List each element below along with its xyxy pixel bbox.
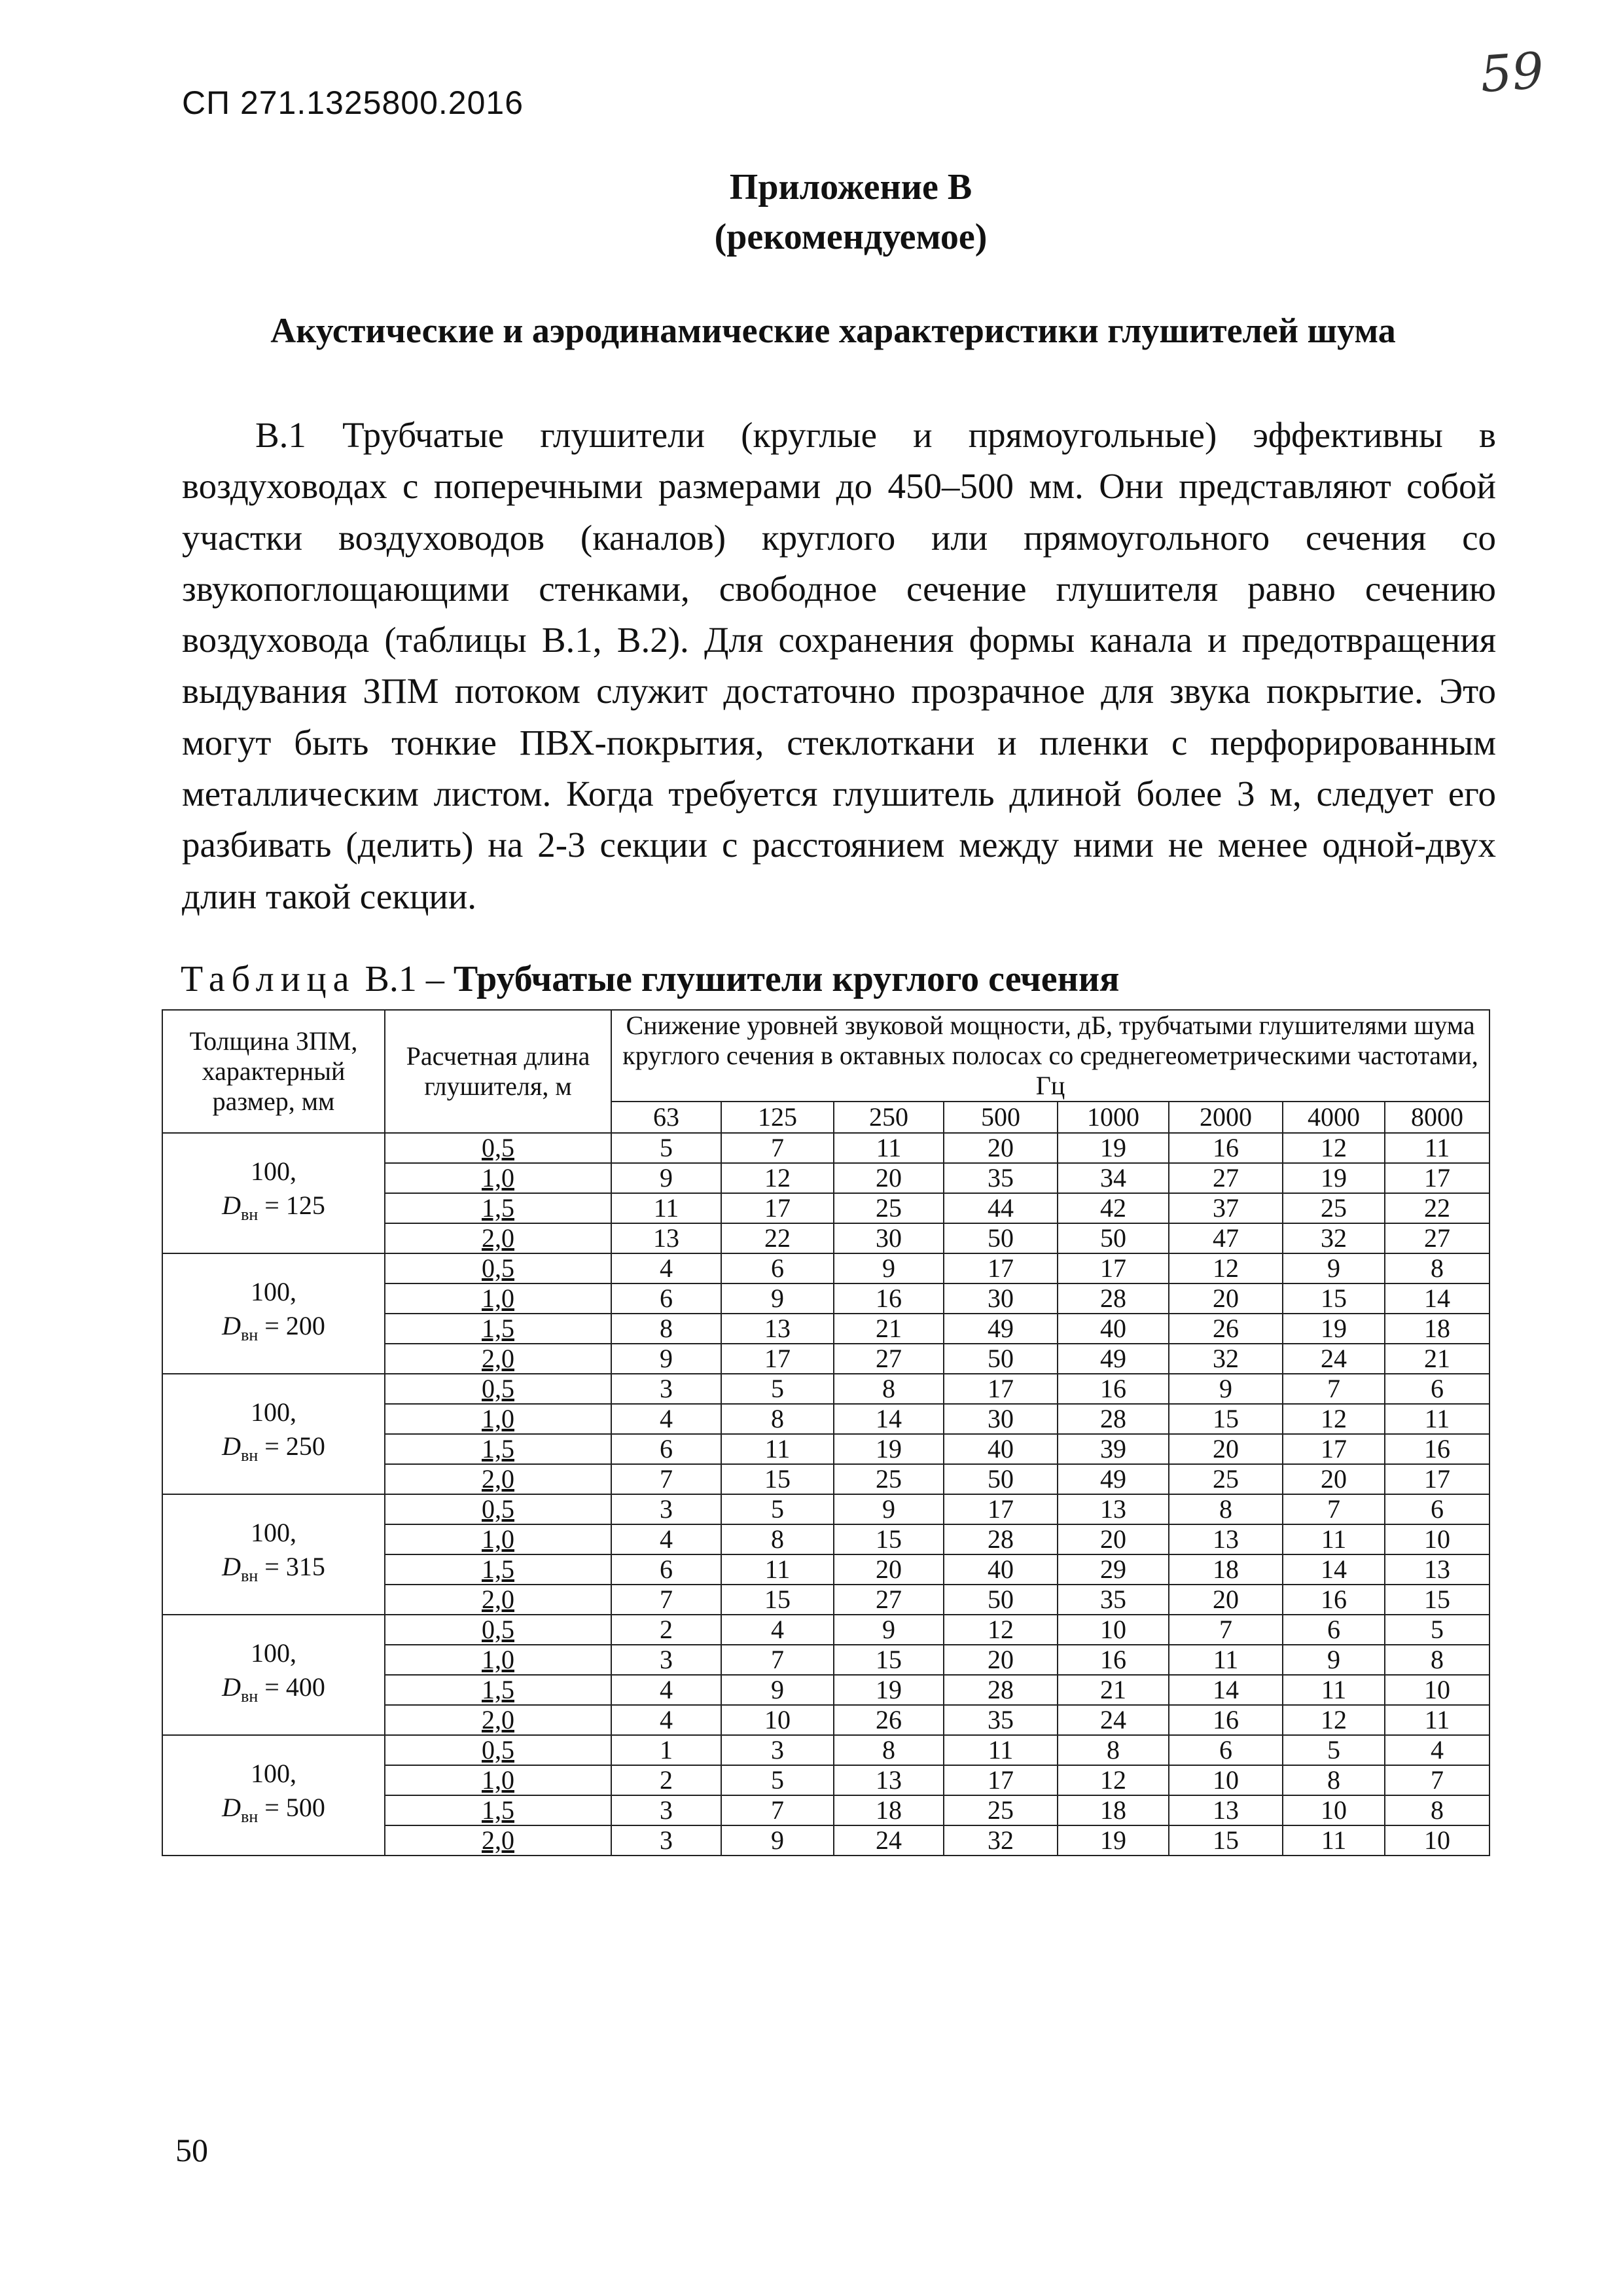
value-cell: 3 — [611, 1494, 721, 1524]
value-cell: 49 — [944, 1314, 1058, 1344]
table-caption-title: Трубчатые глушители круглого сечения — [453, 959, 1120, 999]
value-cell: 2 — [611, 1615, 721, 1645]
value-cell: 6 — [1283, 1615, 1385, 1645]
appendix-heading — [0, 162, 1623, 262]
value-cell: 10 — [1169, 1765, 1283, 1795]
value-cell: 5 — [611, 1133, 721, 1163]
value-cell: 10 — [1385, 1675, 1489, 1705]
value-cell: 32 — [1169, 1344, 1283, 1374]
value-cell: 15 — [721, 1464, 834, 1494]
value-cell: 10 — [1058, 1615, 1169, 1645]
value-cell: 26 — [834, 1705, 944, 1735]
value-cell: 12 — [1283, 1404, 1385, 1434]
value-cell: 11 — [721, 1554, 834, 1585]
value-cell: 8 — [1169, 1494, 1283, 1524]
value-cell: 6 — [611, 1283, 721, 1314]
diameter-symbol: D — [222, 1311, 241, 1340]
value-cell: 17 — [1385, 1464, 1489, 1494]
value-cell: 50 — [944, 1223, 1058, 1253]
value-cell: 35 — [944, 1705, 1058, 1735]
value-cell: 9 — [721, 1675, 834, 1705]
value-cell: 13 — [1169, 1795, 1283, 1825]
group-label-cell — [162, 1253, 385, 1374]
value-cell: 9 — [1283, 1645, 1385, 1675]
group-label-cell — [162, 1494, 385, 1615]
diameter-subscript: вн — [241, 1325, 259, 1344]
group-label-cell — [162, 1374, 385, 1494]
length-cell: 1,0 — [385, 1283, 611, 1314]
value-cell: 25 — [834, 1193, 944, 1223]
value-cell: 20 — [944, 1133, 1058, 1163]
length-cell: 0,5 — [385, 1253, 611, 1283]
value-cell: 21 — [834, 1314, 944, 1344]
value-cell: 15 — [1385, 1585, 1489, 1615]
diameter-symbol: D — [222, 1793, 241, 1822]
value-cell: 17 — [1058, 1253, 1169, 1283]
value-cell: 11 — [944, 1735, 1058, 1765]
value-cell: 50 — [944, 1464, 1058, 1494]
value-cell: 9 — [1283, 1253, 1385, 1283]
value-cell: 4 — [611, 1253, 721, 1283]
value-cell: 13 — [721, 1314, 834, 1344]
value-cell: 1 — [611, 1735, 721, 1765]
value-cell: 12 — [721, 1163, 834, 1193]
value-cell: 9 — [611, 1344, 721, 1374]
diameter-label — [163, 1309, 384, 1352]
page-number: 50 — [175, 2132, 208, 2168]
value-cell: 18 — [1385, 1314, 1489, 1344]
section-title: Акустические и аэродинамические характеристики глушителей шума — [270, 311, 1396, 350]
value-cell: 6 — [611, 1554, 721, 1585]
data-table — [162, 1009, 1490, 1856]
value-cell: 9 — [721, 1825, 834, 1856]
length-cell: 1,5 — [385, 1675, 611, 1705]
value-cell: 35 — [944, 1163, 1058, 1193]
value-cell: 50 — [1058, 1223, 1169, 1253]
value-cell: 15 — [1169, 1404, 1283, 1434]
value-cell: 32 — [1283, 1223, 1385, 1253]
value-cell: 10 — [1283, 1795, 1385, 1825]
value-cell: 11 — [834, 1133, 944, 1163]
value-cell: 3 — [611, 1825, 721, 1856]
value-cell: 40 — [944, 1434, 1058, 1464]
value-cell: 27 — [1385, 1223, 1489, 1253]
value-cell: 30 — [834, 1223, 944, 1253]
value-cell: 3 — [721, 1735, 834, 1765]
value-cell: 20 — [1169, 1434, 1283, 1464]
frequency-header: 2000 — [1169, 1102, 1283, 1133]
value-cell: 16 — [834, 1283, 944, 1314]
value-cell: 16 — [1058, 1374, 1169, 1404]
length-cell: 0,5 — [385, 1374, 611, 1404]
value-cell: 3 — [611, 1645, 721, 1675]
value-cell: 17 — [721, 1344, 834, 1374]
value-cell: 12 — [1058, 1765, 1169, 1795]
value-cell: 7 — [1169, 1615, 1283, 1645]
value-cell: 15 — [721, 1585, 834, 1615]
value-cell: 16 — [1169, 1705, 1283, 1735]
value-cell: 24 — [834, 1825, 944, 1856]
thickness-label: 100, — [251, 1277, 296, 1306]
diameter-value: = 315 — [264, 1552, 325, 1581]
value-cell: 6 — [611, 1434, 721, 1464]
length-cell: 2,0 — [385, 1464, 611, 1494]
value-cell: 19 — [834, 1675, 944, 1705]
value-cell: 27 — [834, 1344, 944, 1374]
value-cell: 13 — [611, 1223, 721, 1253]
length-cell: 1,0 — [385, 1163, 611, 1193]
length-cell: 2,0 — [385, 1223, 611, 1253]
value-cell: 25 — [1169, 1464, 1283, 1494]
header-reduction: Снижение уровней звуковой мощности, дБ, трубчатыми глушителями шума круглого сечения в октавных полосах со среднегеометрическими частотами, Гц — [611, 1010, 1489, 1102]
value-cell: 6 — [721, 1253, 834, 1283]
length-cell: 2,0 — [385, 1705, 611, 1735]
value-cell: 5 — [721, 1374, 834, 1404]
value-cell: 8 — [834, 1374, 944, 1404]
value-cell: 39 — [1058, 1434, 1169, 1464]
value-cell: 19 — [834, 1434, 944, 1464]
table-row — [162, 1735, 1489, 1765]
value-cell: 50 — [944, 1344, 1058, 1374]
value-cell: 26 — [1169, 1314, 1283, 1344]
value-cell: 8 — [721, 1404, 834, 1434]
diameter-label — [163, 1791, 384, 1834]
value-cell: 17 — [944, 1253, 1058, 1283]
document-code: СП 271.1325800.2016 — [182, 84, 524, 121]
length-cell: 0,5 — [385, 1615, 611, 1645]
value-cell: 8 — [1283, 1765, 1385, 1795]
group-label-cell — [162, 1735, 385, 1856]
value-cell: 3 — [611, 1374, 721, 1404]
value-cell: 4 — [611, 1524, 721, 1554]
value-cell: 17 — [944, 1374, 1058, 1404]
appendix-subtitle: (рекомендуемое) — [714, 217, 988, 257]
value-cell: 9 — [1169, 1374, 1283, 1404]
value-cell: 9 — [834, 1615, 944, 1645]
value-cell: 20 — [834, 1163, 944, 1193]
length-cell: 0,5 — [385, 1735, 611, 1765]
value-cell: 32 — [944, 1825, 1058, 1856]
value-cell: 13 — [1058, 1494, 1169, 1524]
table-caption-prefix: Таблица — [181, 959, 356, 999]
value-cell: 18 — [1169, 1554, 1283, 1585]
diameter-subscript: вн — [241, 1566, 259, 1585]
value-cell: 14 — [1169, 1675, 1283, 1705]
diameter-subscript: вн — [241, 1807, 259, 1826]
value-cell: 9 — [721, 1283, 834, 1314]
value-cell: 11 — [611, 1193, 721, 1223]
body-paragraph: В.1 Трубчатые глушители (круглые и прямоугольные) эффективны в воздуховодах с поперечными размерами до 450–500 мм. Они представляют собой участки воздуховодов (каналов) круглого или прямоугольного сечения со звукопоглощающими стенками, свободное сечение глушителя равно сечению воздуховода (таблицы В.1, В.2). Для сохранения формы канала и предотвращения выдувания ЗПМ потоком служит достаточно прозрачное для звука покрытие. Это могут быть тонкие ПВХ-покрытия, стеклоткани и пленки с перфорированным металлическим листом. Когда требуется глушитель длиной более 3 м, следует его разбивать (делить) на 2-3 секции с расстоянием между ними не менее одной-двух длин такой секции. — [182, 415, 1496, 916]
diameter-value: = 250 — [264, 1431, 325, 1461]
value-cell: 14 — [1385, 1283, 1489, 1314]
length-cell: 1,0 — [385, 1404, 611, 1434]
value-cell: 16 — [1058, 1645, 1169, 1675]
value-cell: 16 — [1385, 1434, 1489, 1464]
header-thickness: Толщина ЗПМ, характерный размер, мм — [162, 1010, 385, 1133]
diameter-subscript: вн — [241, 1446, 259, 1465]
value-cell: 18 — [834, 1795, 944, 1825]
table-caption-dash: – — [425, 959, 444, 999]
thickness-label: 100, — [251, 1518, 296, 1547]
value-cell: 28 — [1058, 1283, 1169, 1314]
frequency-header: 1000 — [1058, 1102, 1169, 1133]
frequency-header: 4000 — [1283, 1102, 1385, 1133]
value-cell: 10 — [1385, 1825, 1489, 1856]
value-cell: 21 — [1058, 1675, 1169, 1705]
table-row — [162, 1133, 1489, 1163]
value-cell: 11 — [1385, 1705, 1489, 1735]
value-cell: 24 — [1283, 1344, 1385, 1374]
value-cell: 11 — [1283, 1825, 1385, 1856]
frequency-header: 250 — [834, 1102, 944, 1133]
value-cell: 34 — [1058, 1163, 1169, 1193]
length-cell: 2,0 — [385, 1585, 611, 1615]
value-cell: 17 — [944, 1765, 1058, 1795]
value-cell: 20 — [1169, 1585, 1283, 1615]
value-cell: 49 — [1058, 1344, 1169, 1374]
value-cell: 22 — [1385, 1193, 1489, 1223]
value-cell: 8 — [721, 1524, 834, 1554]
frequency-header: 8000 — [1385, 1102, 1489, 1133]
value-cell: 28 — [1058, 1404, 1169, 1434]
value-cell: 6 — [1385, 1494, 1489, 1524]
value-cell: 35 — [1058, 1585, 1169, 1615]
value-cell: 8 — [1385, 1645, 1489, 1675]
value-cell: 24 — [1058, 1705, 1169, 1735]
value-cell: 49 — [1058, 1464, 1169, 1494]
value-cell: 10 — [721, 1705, 834, 1735]
value-cell: 11 — [1283, 1675, 1385, 1705]
length-cell: 1,0 — [385, 1765, 611, 1795]
value-cell: 19 — [1058, 1133, 1169, 1163]
length-cell: 2,0 — [385, 1344, 611, 1374]
value-cell: 28 — [944, 1675, 1058, 1705]
handwritten-page-number: 59 — [1478, 41, 1546, 104]
diameter-symbol: D — [222, 1191, 241, 1220]
thickness-label: 100, — [251, 1157, 296, 1186]
value-cell: 8 — [611, 1314, 721, 1344]
length-cell: 1,5 — [385, 1554, 611, 1585]
value-cell: 19 — [1058, 1825, 1169, 1856]
value-cell: 4 — [1385, 1735, 1489, 1765]
value-cell: 9 — [611, 1163, 721, 1193]
value-cell: 27 — [834, 1585, 944, 1615]
value-cell: 7 — [1283, 1374, 1385, 1404]
value-cell: 37 — [1169, 1193, 1283, 1223]
value-cell: 42 — [1058, 1193, 1169, 1223]
value-cell: 11 — [721, 1434, 834, 1464]
value-cell: 9 — [834, 1253, 944, 1283]
value-cell: 14 — [834, 1404, 944, 1434]
value-cell: 20 — [1169, 1283, 1283, 1314]
value-cell: 6 — [1169, 1735, 1283, 1765]
diameter-subscript: вн — [241, 1205, 259, 1224]
value-cell: 17 — [1385, 1163, 1489, 1193]
value-cell: 15 — [1169, 1825, 1283, 1856]
value-cell: 11 — [1385, 1404, 1489, 1434]
diameter-label — [163, 1429, 384, 1473]
value-cell: 29 — [1058, 1554, 1169, 1585]
value-cell: 12 — [1283, 1133, 1385, 1163]
value-cell: 9 — [834, 1494, 944, 1524]
value-cell: 5 — [1385, 1615, 1489, 1645]
value-cell: 15 — [1283, 1283, 1385, 1314]
value-cell: 13 — [1169, 1524, 1283, 1554]
value-cell: 17 — [1283, 1434, 1385, 1464]
diameter-label — [163, 1550, 384, 1593]
value-cell: 12 — [1283, 1705, 1385, 1735]
diameter-symbol: D — [222, 1672, 241, 1702]
value-cell: 25 — [834, 1464, 944, 1494]
value-cell: 6 — [1385, 1374, 1489, 1404]
value-cell: 14 — [1283, 1554, 1385, 1585]
group-label-cell — [162, 1133, 385, 1253]
table-caption — [181, 958, 1119, 1000]
value-cell: 10 — [1385, 1524, 1489, 1554]
value-cell: 3 — [611, 1795, 721, 1825]
value-cell: 22 — [721, 1223, 834, 1253]
value-cell: 21 — [1385, 1344, 1489, 1374]
value-cell: 7 — [721, 1795, 834, 1825]
diameter-value: = 500 — [264, 1793, 325, 1822]
value-cell: 4 — [611, 1705, 721, 1735]
value-cell: 17 — [944, 1494, 1058, 1524]
diameter-label — [163, 1189, 384, 1232]
frequency-header: 63 — [611, 1102, 721, 1133]
value-cell: 20 — [1283, 1464, 1385, 1494]
value-cell: 5 — [721, 1765, 834, 1795]
value-cell: 30 — [944, 1404, 1058, 1434]
length-cell: 1,5 — [385, 1434, 611, 1464]
value-cell: 11 — [1169, 1645, 1283, 1675]
value-cell: 30 — [944, 1283, 1058, 1314]
diameter-value: = 200 — [264, 1311, 325, 1340]
value-cell: 8 — [1058, 1735, 1169, 1765]
value-cell: 12 — [1169, 1253, 1283, 1283]
table-body — [162, 1133, 1489, 1856]
appendix-title: Приложение В — [729, 167, 972, 207]
table-row — [162, 1253, 1489, 1283]
value-cell: 4 — [611, 1404, 721, 1434]
value-cell: 25 — [1283, 1193, 1385, 1223]
thickness-label: 100, — [251, 1759, 296, 1788]
value-cell: 8 — [834, 1735, 944, 1765]
value-cell: 16 — [1283, 1585, 1385, 1615]
diameter-value: = 400 — [264, 1672, 325, 1702]
value-cell: 5 — [1283, 1735, 1385, 1765]
value-cell: 28 — [944, 1524, 1058, 1554]
table-row — [162, 1494, 1489, 1524]
length-cell: 1,0 — [385, 1645, 611, 1675]
diameter-symbol: D — [222, 1552, 241, 1581]
length-cell: 0,5 — [385, 1494, 611, 1524]
value-cell: 20 — [834, 1554, 944, 1585]
table-row — [162, 1374, 1489, 1404]
value-cell: 8 — [1385, 1253, 1489, 1283]
value-cell: 17 — [721, 1193, 834, 1223]
length-cell: 1,5 — [385, 1314, 611, 1344]
length-cell: 2,0 — [385, 1825, 611, 1856]
value-cell: 12 — [944, 1615, 1058, 1645]
value-cell: 27 — [1169, 1163, 1283, 1193]
thickness-label: 100, — [251, 1397, 296, 1427]
value-cell: 19 — [1283, 1163, 1385, 1193]
frequency-header: 125 — [721, 1102, 834, 1133]
value-cell: 2 — [611, 1765, 721, 1795]
value-cell: 20 — [944, 1645, 1058, 1675]
value-cell: 7 — [611, 1585, 721, 1615]
value-cell: 44 — [944, 1193, 1058, 1223]
value-cell: 18 — [1058, 1795, 1169, 1825]
thickness-label: 100, — [251, 1638, 296, 1668]
value-cell: 15 — [834, 1645, 944, 1675]
value-cell: 5 — [721, 1494, 834, 1524]
value-cell: 7 — [721, 1645, 834, 1675]
value-cell: 16 — [1169, 1133, 1283, 1163]
header-length: Расчетная длина глушителя, м — [385, 1010, 611, 1133]
diameter-value: = 125 — [264, 1191, 325, 1220]
value-cell: 11 — [1385, 1133, 1489, 1163]
length-cell: 1,5 — [385, 1795, 611, 1825]
value-cell: 13 — [1385, 1554, 1489, 1585]
diameter-subscript: вн — [241, 1687, 259, 1706]
length-cell: 1,0 — [385, 1524, 611, 1554]
value-cell: 7 — [1283, 1494, 1385, 1524]
value-cell: 7 — [1385, 1765, 1489, 1795]
value-cell: 8 — [1385, 1795, 1489, 1825]
value-cell: 13 — [834, 1765, 944, 1795]
value-cell: 7 — [721, 1133, 834, 1163]
frequency-header: 500 — [944, 1102, 1058, 1133]
value-cell: 40 — [1058, 1314, 1169, 1344]
diameter-symbol: D — [222, 1431, 241, 1461]
value-cell: 50 — [944, 1585, 1058, 1615]
value-cell: 7 — [611, 1464, 721, 1494]
value-cell: 25 — [944, 1795, 1058, 1825]
group-label-cell — [162, 1615, 385, 1735]
table-row — [162, 1615, 1489, 1645]
diameter-label — [163, 1670, 384, 1713]
value-cell: 40 — [944, 1554, 1058, 1585]
length-cell: 0,5 — [385, 1133, 611, 1163]
value-cell: 20 — [1058, 1524, 1169, 1554]
value-cell: 19 — [1283, 1314, 1385, 1344]
length-cell: 1,5 — [385, 1193, 611, 1223]
table-caption-number: В.1 — [365, 959, 417, 999]
value-cell: 47 — [1169, 1223, 1283, 1253]
value-cell: 11 — [1283, 1524, 1385, 1554]
value-cell: 15 — [834, 1524, 944, 1554]
value-cell: 4 — [721, 1615, 834, 1645]
value-cell: 4 — [611, 1675, 721, 1705]
